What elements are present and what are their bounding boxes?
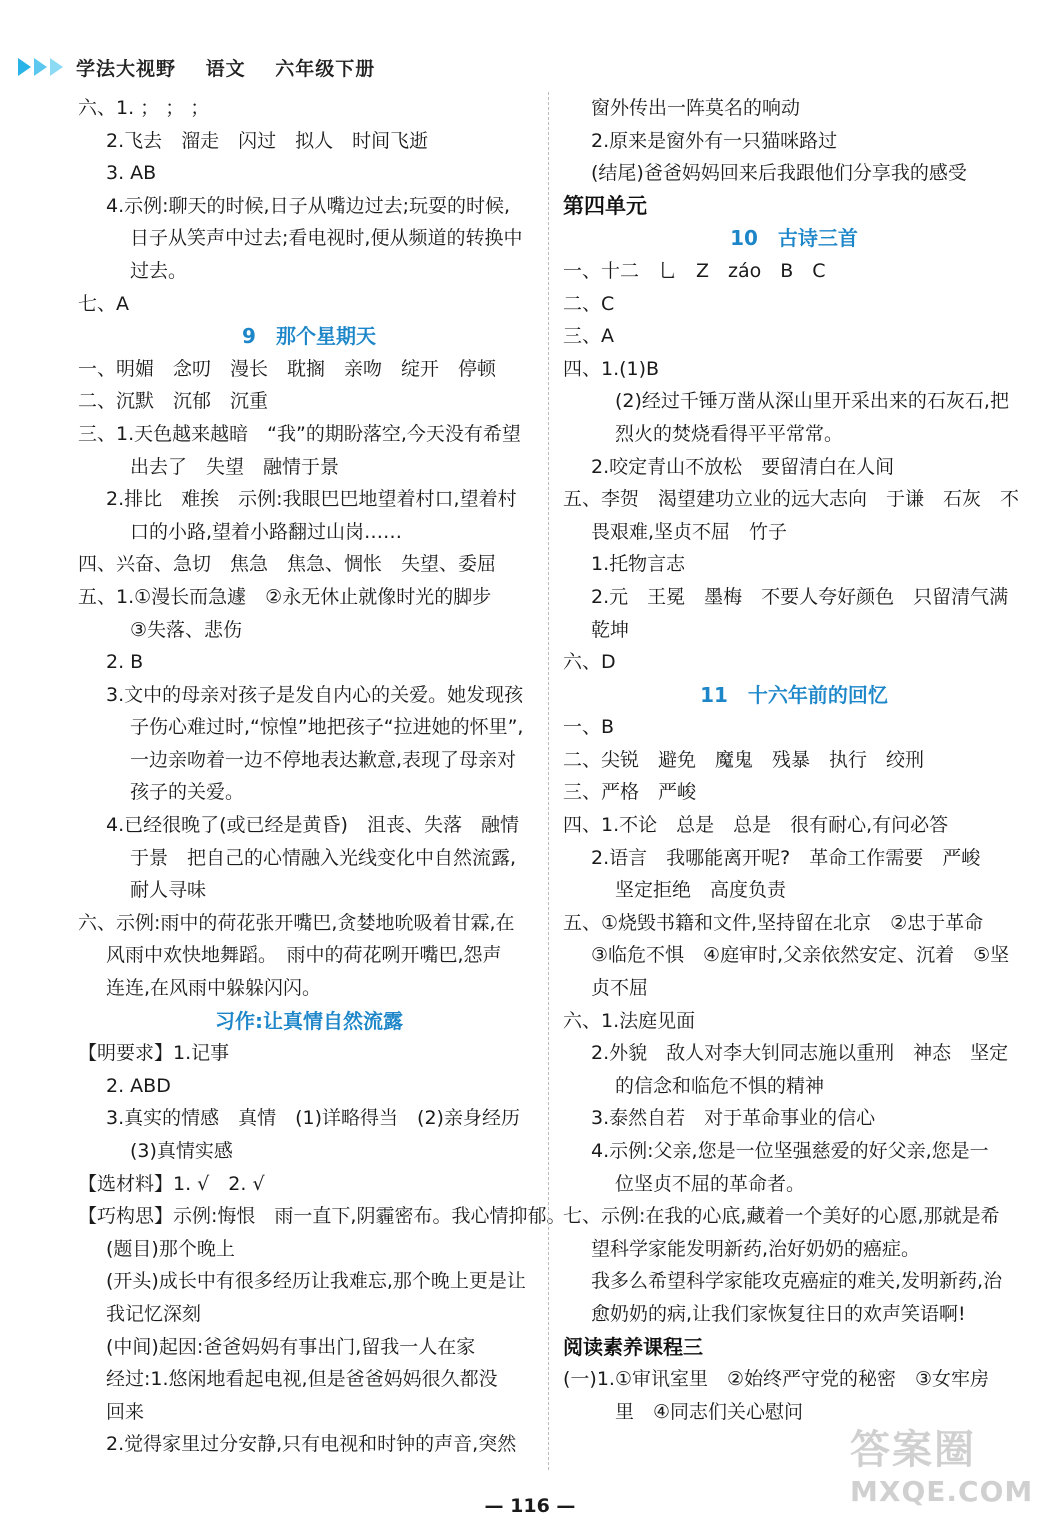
answer-line: 子伤心难过时,“惊惶”地把孩子“拉进她的怀里”, — [130, 716, 524, 739]
header-grade: 六年级下册 — [275, 57, 376, 80]
answer-line: 4.示例:父亲,您是一位坚强慈爱的好父亲,您是一 — [591, 1140, 989, 1162]
answer-line: 乾坤 — [591, 618, 630, 641]
answer-line: ③临危不惧 ④庭审时,父亲依然安定、沉着 ⑤坚 — [591, 944, 1010, 967]
answer-line: 二、C — [563, 292, 615, 315]
left-column — [78, 92, 566, 1461]
answer-line: 2.外貌 敌人对李大钊同志施以重刑 神态 坚定 — [591, 1042, 1009, 1065]
header-subject: 语文 — [205, 57, 246, 80]
answer-line: 3.真实的情感 真情 (1)详略得当 (2)亲身经历 — [106, 1107, 520, 1130]
answer-line: 2. ABD — [106, 1074, 171, 1097]
answer-line: 2.排比 难挨 示例:我眼巴巴地望着村口,望着村 — [106, 488, 517, 511]
answer-line: 4.已经很晚了(或已经是黄昏) 沮丧、失落 融情 — [106, 814, 519, 837]
answer-line: 【巧构思】示例:悔恨 雨一直下,阴霾密布。我心情抑郁。 — [78, 1205, 566, 1228]
answer-line: 风雨中欢快地舞蹈。 雨中的荷花咧开嘴巴,怨声 — [106, 944, 502, 967]
subsection-title: 阅读素养课程三 — [563, 1334, 703, 1359]
answer-line: (题目)那个晚上 — [106, 1237, 235, 1260]
answer-line: 二、沉默 沉郁 沉重 — [78, 390, 269, 413]
answer-line: 里 ④同志们关心慰问 — [615, 1400, 804, 1423]
answer-line: 孩子的关爱。 — [130, 781, 245, 804]
answer-line: 三、严格 严峻 — [563, 781, 697, 804]
answer-line: 六、1. ； ； ； — [78, 97, 210, 119]
answer-line: 窗外传出一阵莫名的响动 — [591, 97, 801, 119]
right-column — [563, 92, 1025, 1428]
answer-line: 【选材料】1. √ 2. √ — [78, 1172, 265, 1195]
answer-line: 五、①烧毁书籍和文件,坚持留在北京 ②忠于革命 — [563, 911, 984, 934]
answer-line: 七、示例:在我的心底,藏着一个美好的心愿,那就是希 — [563, 1205, 1000, 1228]
answer-line: 五、1.①漫长而急遽 ②永无休止就像时光的脚步 — [78, 585, 492, 608]
answer-line: 四、兴奋、急切 焦急 焦急、惆怅 失望、委屈 — [78, 553, 497, 576]
answer-line: 六、D — [563, 651, 616, 674]
answer-line: 四、1.不论 总是 总是 很有耐心,有问必答 — [563, 814, 949, 837]
answer-line: (一)1.①审讯室里 ②始终严守党的秘密 ③女牢房 — [563, 1368, 990, 1391]
answer-line: 连连,在风雨中躲躲闪闪。 — [106, 977, 322, 1000]
answer-line: 一、明媚 念叨 漫长 耽搁 亲吻 绽开 停顿 — [78, 357, 497, 380]
answer-line: 2.咬定青山不放松 要留清白在人间 — [591, 455, 895, 478]
answer-line: 2.飞去 溜走 闪过 拟人 时间飞逝 — [106, 129, 429, 152]
answer-line: 1.托物言志 — [591, 553, 686, 576]
answer-line: 位坚贞不屈的革命者。 — [615, 1172, 806, 1195]
answer-line: 我记忆深刻 — [106, 1302, 202, 1325]
answer-line: (中间)起因:爸爸妈妈有事出门,留我一人在家 — [106, 1335, 476, 1358]
answer-line: (2)经过千锤万凿从深山里开采出来的石灰石,把 — [615, 390, 1009, 413]
answer-line: 三、A — [563, 325, 614, 348]
answer-line: 贞不屈 — [591, 977, 649, 1000]
answer-line: (3)真情实感 — [130, 1140, 233, 1162]
section-title: 习作:让真情自然流露 — [215, 1008, 403, 1033]
answer-line: 2. B — [106, 651, 144, 674]
answer-line: 我多么希望科学家能攻克癌症的难关,发明新药,治 — [591, 1270, 1003, 1293]
answer-line: 回来 — [106, 1400, 145, 1423]
answer-line: 3.文中的母亲对孩子是发自内心的关爱。她发现孩 — [106, 683, 524, 706]
section-title: 11 十六年前的回忆 — [700, 682, 888, 707]
section-title: 9 那个星期天 — [242, 324, 376, 349]
answer-line: 一、十二 乚 Z záo B C — [563, 259, 826, 282]
answer-line: 坚定拒绝 高度负责 — [615, 879, 787, 902]
answer-line: 口的小路,望着小路翻过山岗…… — [130, 520, 403, 543]
answer-line: 2.原来是窗外有一只猫咪路过 — [591, 129, 838, 152]
answer-line: 经过:1.悠闲地看起电视,但是爸爸妈妈很久都没 — [106, 1368, 498, 1391]
answer-line: 于景 把自己的心情融入光线变化中自然流露, — [130, 846, 517, 869]
answer-line: 二、尖锐 避免 魔鬼 残暴 执行 绞刑 — [563, 748, 925, 771]
answer-line: 的信念和临危不惧的精神 — [615, 1074, 825, 1097]
answer-line: 【明要求】1.记事 — [78, 1042, 230, 1065]
answer-line: 3. AB — [106, 162, 157, 185]
answer-line: 2.语言 我哪能离开呢? 革命工作需要 严峻 — [591, 846, 981, 869]
arrow-icon — [18, 58, 66, 76]
answer-line: 望科学家能发明新药,治好奶奶的癌症。 — [591, 1237, 921, 1260]
answer-line: 2.元 王冕 墨梅 不要人夸好颜色 只留清气满 — [591, 585, 1009, 608]
answer-line: 六、1.法庭见面 — [563, 1009, 696, 1032]
answer-line: 四、1.(1)B — [563, 357, 660, 380]
answer-line: 七、A — [78, 292, 129, 315]
watermark-logo-text: 答案圈 — [850, 1427, 976, 1473]
answer-line: (结尾)爸爸妈妈回来后我跟他们分享我的感受 — [591, 162, 967, 185]
answer-line: 三、1.天色越来越暗 “我”的期盼落空,今天没有希望 — [78, 422, 521, 445]
section-title: 10 古诗三首 — [730, 226, 858, 251]
answer-line: 烈火的焚烧看得平平常常。 — [615, 422, 844, 445]
answer-line: 4.示例:聊天的时候,日子从嘴边过去;玩耍的时候, — [106, 194, 511, 217]
page-number: — 116 — — [484, 1495, 576, 1517]
answer-line: 一边亲吻着一边不停地表达歉意,表现了母亲对 — [130, 748, 517, 771]
answer-line: 3.泰然自若 对于革命事业的信心 — [591, 1107, 876, 1130]
header-brand: 学法大视野 — [76, 57, 177, 80]
answer-line: 五、李贺 渴望建功立业的远大志向 于谦 石灰 不 — [563, 488, 1020, 511]
answer-line: ③失落、悲伤 — [130, 618, 243, 641]
answer-line: 愈奶奶的病,让我们家恢复往日的欢声笑语啊! — [591, 1302, 966, 1325]
answer-line: 日子从笑声中过去;看电视时,便从频道的转换中 — [130, 227, 523, 250]
header-title — [76, 54, 397, 81]
answer-line: (开头)成长中有很多经历让我难忘,那个晚上更是让 — [106, 1270, 526, 1293]
answer-line: 耐人寻味 — [130, 879, 207, 902]
page-header — [18, 52, 397, 82]
column-divider — [548, 92, 550, 1470]
answer-line: 六、示例:雨中的荷花张开嘴巴,贪婪地吮吸着甘霖,在 — [78, 911, 515, 934]
answer-line: 2.觉得家里过分安静,只有电视和时钟的声音,突然 — [106, 1433, 517, 1456]
answer-line: 畏艰难,坚贞不屈 竹子 — [591, 520, 788, 543]
watermark-url: MXQE.COM — [850, 1475, 1034, 1508]
answer-line: 一、B — [563, 716, 615, 739]
answer-line: 过去。 — [130, 259, 188, 282]
answer-line: 出去了 失望 融情于景 — [130, 455, 340, 478]
unit-title: 第四单元 — [563, 193, 647, 218]
watermark — [850, 1418, 1040, 1528]
